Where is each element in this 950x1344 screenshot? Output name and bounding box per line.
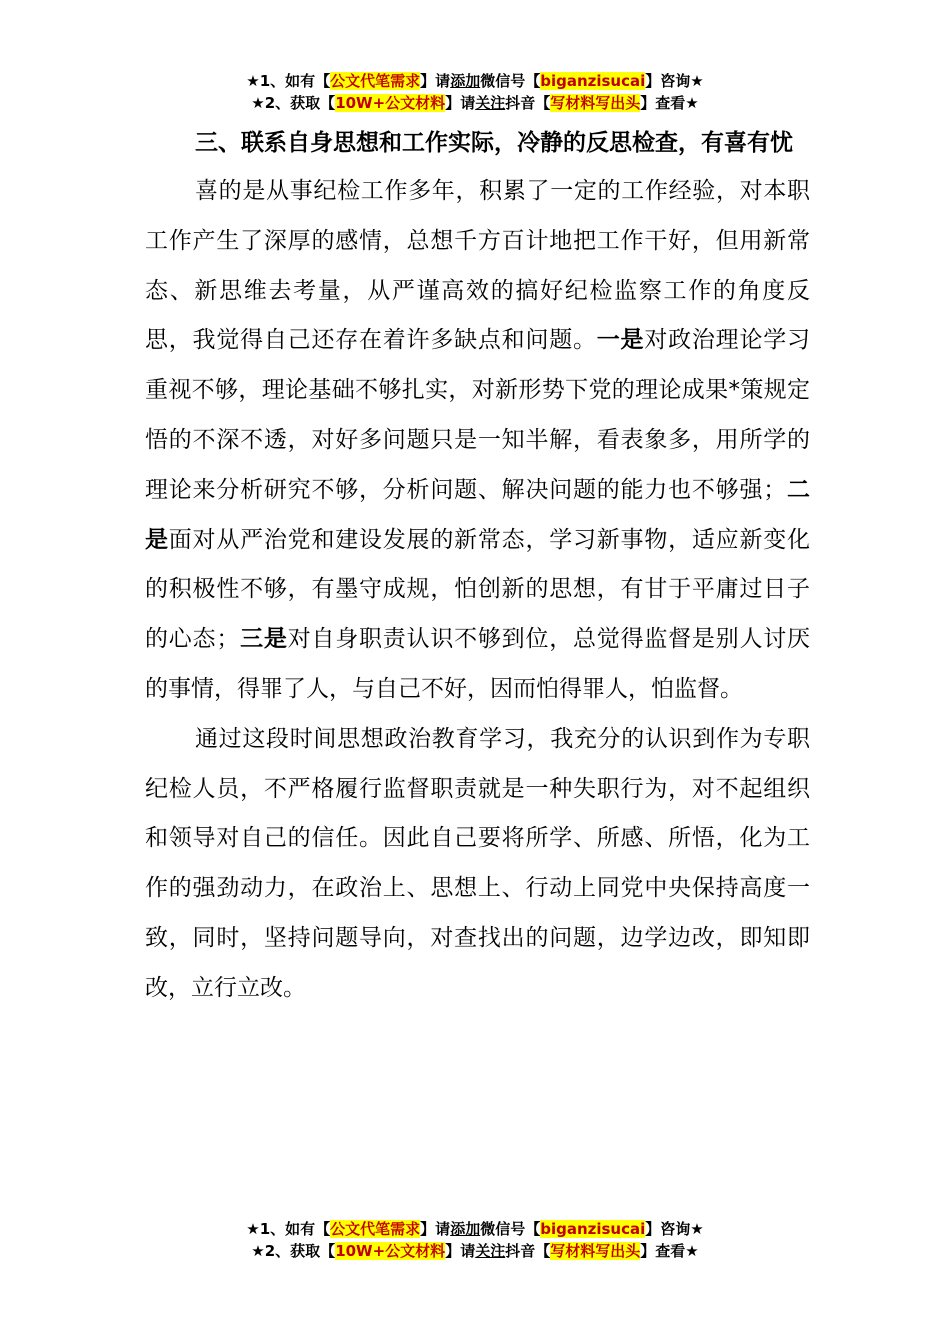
promo-highlight: 写材料写出头 [550,94,641,112]
promo-highlight: 10W+公文材料 [335,1242,446,1260]
paragraph-reflection: 喜的是从事纪检工作多年，积累了一定的工作经验，对本职工作产生了深厚的感情，总想千方百计地把工作干好，但用新常态、新思维去考量，从严谨高效的搞好纪检监察工作的角度反思，我觉得自己还存在着许多缺点和问题。一是对政治理论学习重视不够，理论基础不够扎实，对新形势下党的理论成果*策规定悟的不深不透，对好多问题只是一知半解，看表象多，用所学的理论来分析研究不够，分析问题、解决问题的能力也不够强；二是面对从严治党和建设发展的新常态，学习新事物，适应新变化的积极性不够，有墨守成规，怕创新的思想，有甘于平庸过日子的心态；三是对自身职责认识不够到位，总觉得监督是别人讨厌的事情，得罪了人，与自己不好，因而怕得罪人，怕监督。 [145,178,811,702]
promo-highlight: 10W+公文材料 [335,94,446,112]
promo-highlight: 公文代笔需求 [330,1220,421,1238]
promo-line-2: ★2、获取【10W+公文材料】请关注抖音【写材料写出头】查看★ [251,94,699,112]
promo-footer [0,1218,950,1262]
promo-highlight: 公文代笔需求 [330,72,421,90]
section-heading: 三、联系自身思想和工作实际，冷静的反思检查，有喜有忧 [195,130,793,156]
promo-highlight: biganzisucai [540,1220,646,1238]
promo-line-2: ★2、获取【10W+公文材料】请关注抖音【写材料写出头】查看★ [251,1242,699,1260]
promo-header [0,70,950,114]
promo-line-1: ★1、如有【公文代笔需求】请添加微信号【biganzisucai】咨询★ [246,72,704,90]
point-label: 二是 [145,476,811,553]
promo-highlight: 写材料写出头 [550,1242,641,1260]
promo-line-1: ★1、如有【公文代笔需求】请添加微信号【biganzisucai】咨询★ [246,1220,704,1238]
paragraph-conclusion: 通过这段时间思想政治教育学习，我充分的认识到作为专职纪检人员，不严格履行监督职责就是一种失职行为，对不起组织和领导对自己的信任。因此自己要将所学、所感、所悟，化为工作的强劲动力，在政治上、思想上、行动上同党中央保持高度一致，同时，坚持问题导向，对查找出的问题，边学边改，即知即改，立行立改。 [145,725,810,1001]
promo-highlight: biganzisucai [540,72,646,90]
document-body [145,119,810,1014]
point-label: 一是 [596,327,645,354]
point-label: 三是 [239,626,288,653]
